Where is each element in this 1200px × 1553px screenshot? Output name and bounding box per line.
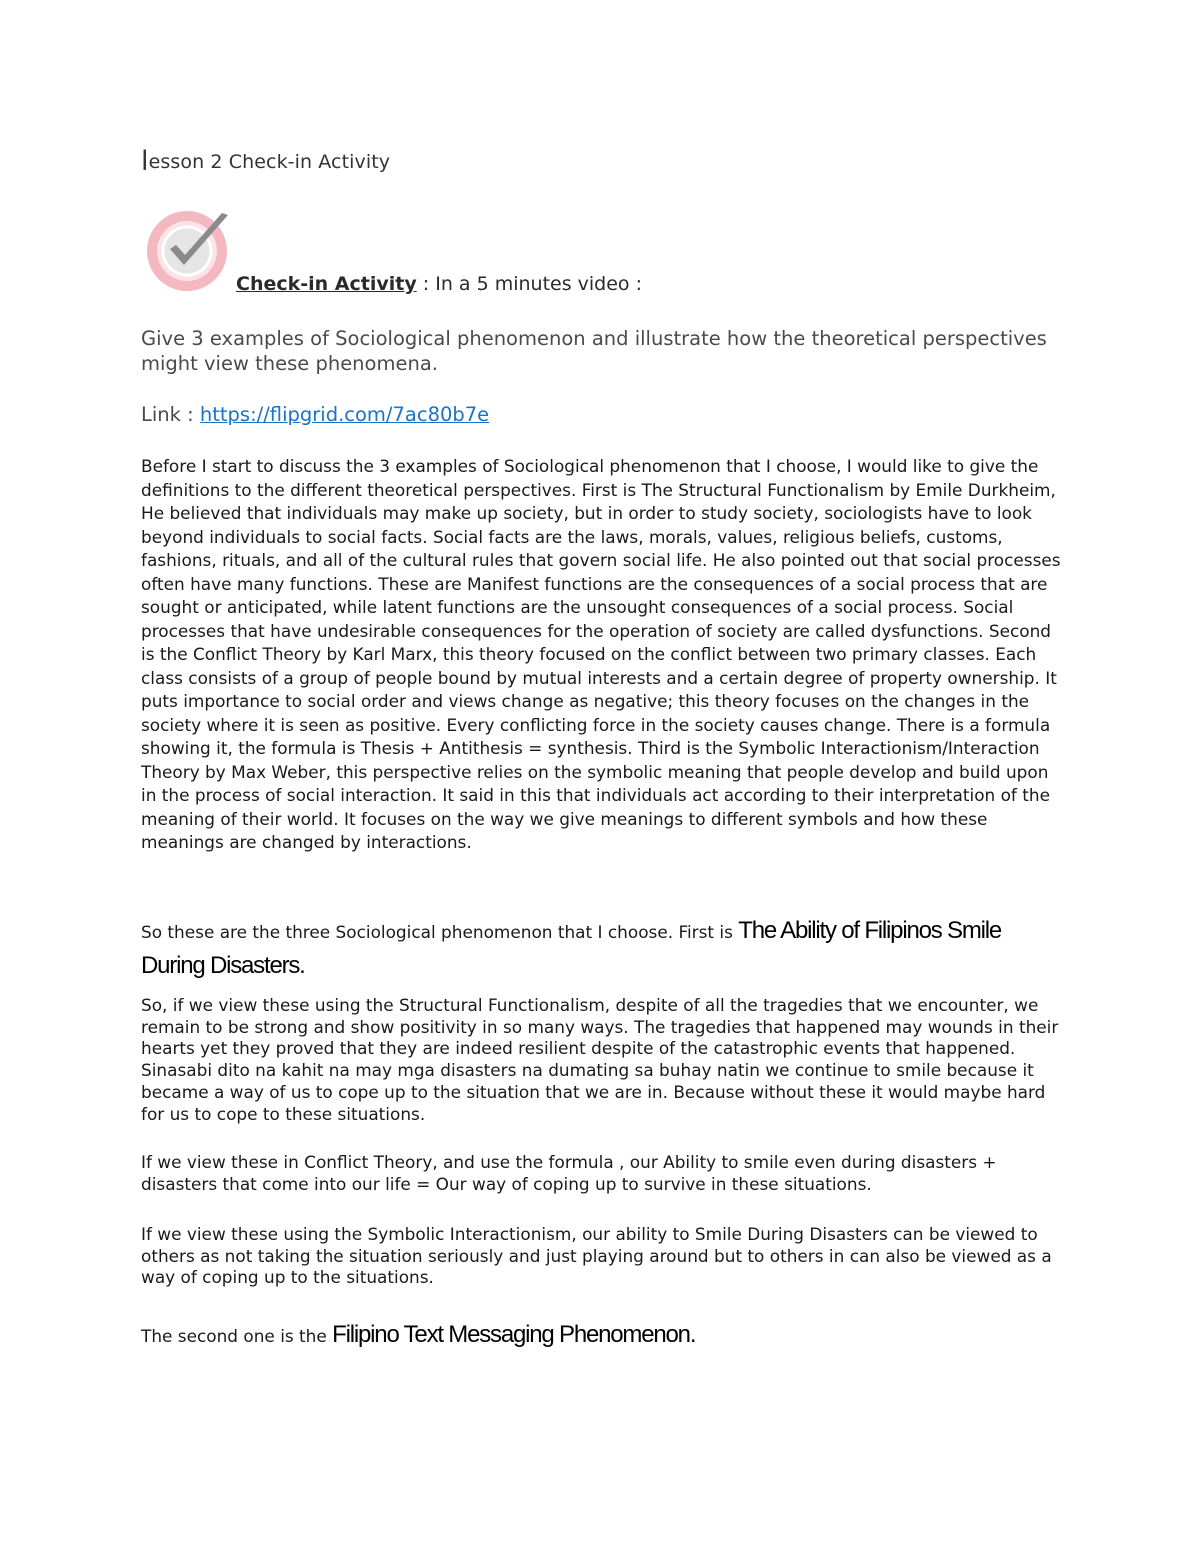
flipgrid-link[interactable]: https://flipgrid.com/7ac80b7e	[199, 403, 490, 426]
first-phenomenon-title: The Ability of Filipinos Smile During Disasters.	[141, 917, 1002, 979]
second-phenomenon-line	[141, 1318, 1061, 1353]
link-line	[141, 403, 489, 426]
activity-prompt: Give 3 examples of Sociological phenomenon and illustrate how the theoretical perspectives might view these phenomena.	[141, 327, 1047, 375]
first-phenomenon-line	[141, 914, 1061, 984]
checkin-suffix: : In a 5 minutes video :	[416, 273, 642, 295]
title-initial: l	[141, 146, 149, 177]
first-lead-text: So these are the three Sociological phenomenon that I choose. First is	[141, 922, 739, 942]
structural-paragraph: So, if we view these using the Structural Functionalism, despite of all the tragedies that we encounter, we remain to be strong and show positivity in so many ways. The tragedies that happened may wounds in their hearts yet they proved that they are indeed resilient despite of the catastrophic events that happened. Sinasabi dito na kahit na may mga disasters na dumating sa buhay natin we continue to smile because it became a way of us to cope up to the situation that we are in. Because without these it would maybe hard for us to cope to these situations.	[141, 995, 1059, 1124]
second-lead-text: The second one is the	[141, 1326, 333, 1346]
symbolic-paragraph: If we view these using the Symbolic Interactionism, our ability to Smile During Disasters can be viewed to others as not taking the situation seriously and just playing around but to others in can also be viewed as a way of coping up to the situations.	[141, 1224, 1052, 1288]
checkin-heading	[236, 273, 642, 295]
checkin-label: Check-in Activity	[236, 273, 417, 295]
intro-paragraph: Before I start to discuss the 3 examples of Sociological phenomenon that I choose, I would like to give the definitions to the different theoretical perspectives. First is The Structural Functionalism by Emile Durkheim, He believed that individuals may make up society, but in order to study society, sociologists have to look beyond individuals to social facts. Social facts are the laws, morals, values, religious beliefs, customs, fashions, rituals, and all of the cultural rules that govern social life. He also pointed out that social processes often have many functions. These are Manifest functions are the consequences of a social process that are sought or anticipated, while latent functions are the unsought consequences of a social process. Social processes that have undesirable consequences for the operation of society are called dysfunctions. Second is the Conflict Theory by Karl Marx, this theory focused on the conflict between two primary classes. Each class consists of a group of people bound by mutual interests and a certain degree of property ownership. It puts importance to social order and views change as negative; this theory focuses on the changes in the society where it is seen as positive. Every conflicting force in the society causes change. There is a formula showing it, the formula is Thesis + Antithesis = synthesis. Third is the Symbolic Interactionism/Interaction Theory by Max Weber, this perspective relies on the symbolic meaning that people develop and build upon in the process of social interaction. It said in this that individuals act according to their interpretation of the meaning of their world. It focuses on the way we give meanings to different symbols and how these meanings are changed by interactions.	[141, 456, 1061, 852]
title-rest: esson 2 Check-in Activity	[148, 151, 391, 173]
second-phenomenon-title: Filipino Text Messaging Phenomenon.	[332, 1321, 696, 1348]
check-mark-icon	[140, 205, 240, 297]
page-title	[141, 146, 390, 177]
link-label: Link :	[141, 403, 200, 426]
conflict-paragraph: If we view these in Conflict Theory, and use the formula , our Ability to smile even during disasters + disasters that come into our life = Our way of coping up to survive in these situations.	[141, 1152, 997, 1194]
